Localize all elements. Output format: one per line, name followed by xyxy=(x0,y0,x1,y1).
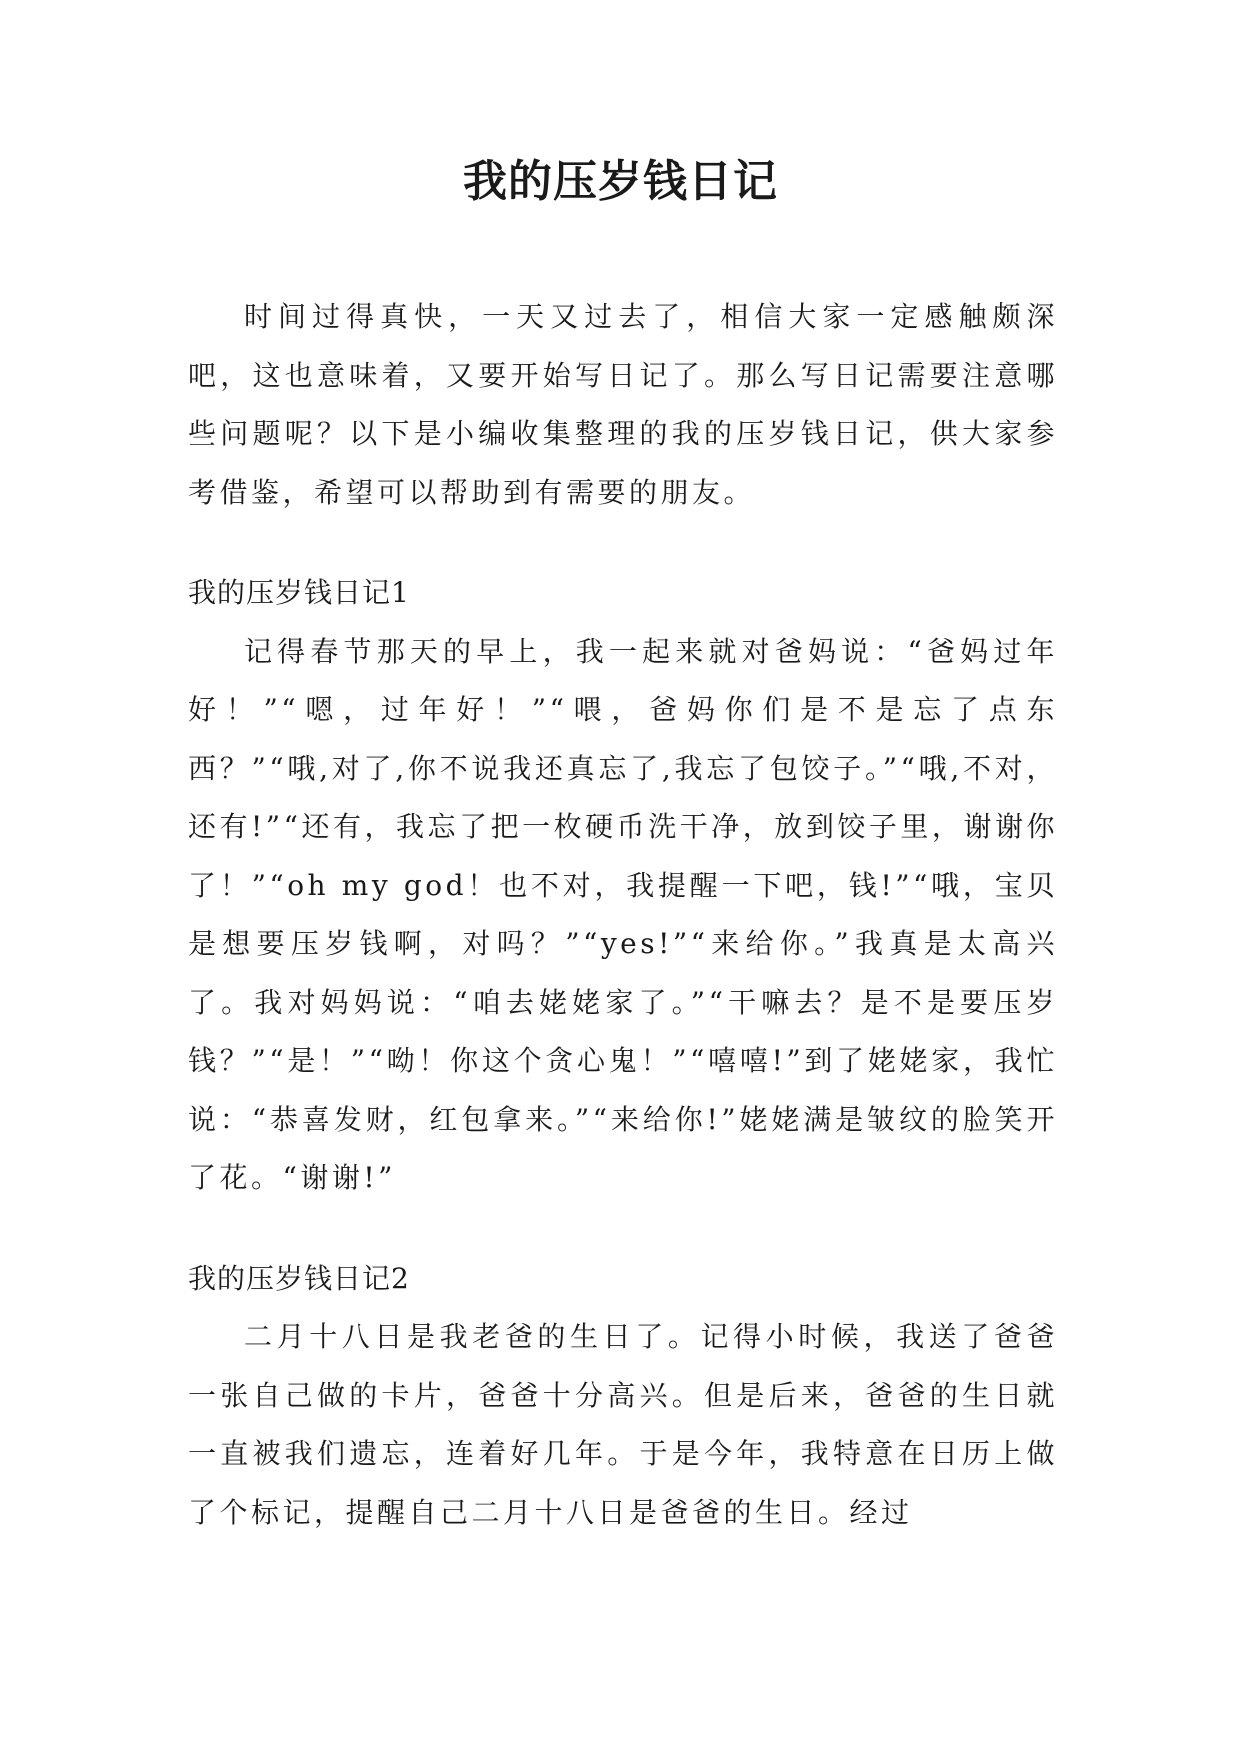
section-heading-2: 我的压岁钱日记2 xyxy=(188,1261,410,1295)
intro-paragraph: 时间过得真快，一天又过去了，相信大家一定感触颇深吧，这也意味着，又要开始写日记了。那么写日记需要注意哪些问题呢？以下是小编收集整理的我的压岁钱日记，供大家参考借鉴，希望可以帮助到有需要的朋友。 xyxy=(188,300,1058,509)
section-body-2: 二月十八日是我老爸的生日了。记得小时候，我送了爸爸一张自己做的卡片，爸爸十分高兴。但是后来，爸爸的生日就一直被我们遗忘，连着好几年。于是今年，我特意在日历上做了个标记，提醒自己二月十八日是爸爸的生日。经过 xyxy=(188,1320,1058,1529)
document-title: 我的压岁钱日记 xyxy=(463,156,778,207)
document-body xyxy=(188,288,1058,1542)
section-heading-1: 我的压岁钱日记1 xyxy=(188,576,410,609)
section-body-1: 记得春节那天的早上，我一起来就对爸妈说：“爸妈过年好！”“嗯，过年好！”“喂，爸妈你们是不是忘了点东西？”“哦,对了,你不说我还真忘了,我忘了包饺子。”“哦,不对，还有!”“还有，我忘了把一枚硬币洗干净，放到饺子里，谢谢你了！”“oh my god！也不对，我提醒一下吧，钱!”“哦，宝贝是想要压岁钱啊，对吗？”“yes!”“来给你。”我真是太高兴了。我对妈妈说：“咱去姥姥家了。”“干嘛去？是不是要压岁钱？”“是！”“呦！你这个贪心鬼！”“嘻嘻!”到了姥姥家，我忙说：“恭喜发财，红包拿来。”“来给你!”姥姥满是皱纹的脸笑开了花。“谢谢!” xyxy=(188,634,1058,1194)
